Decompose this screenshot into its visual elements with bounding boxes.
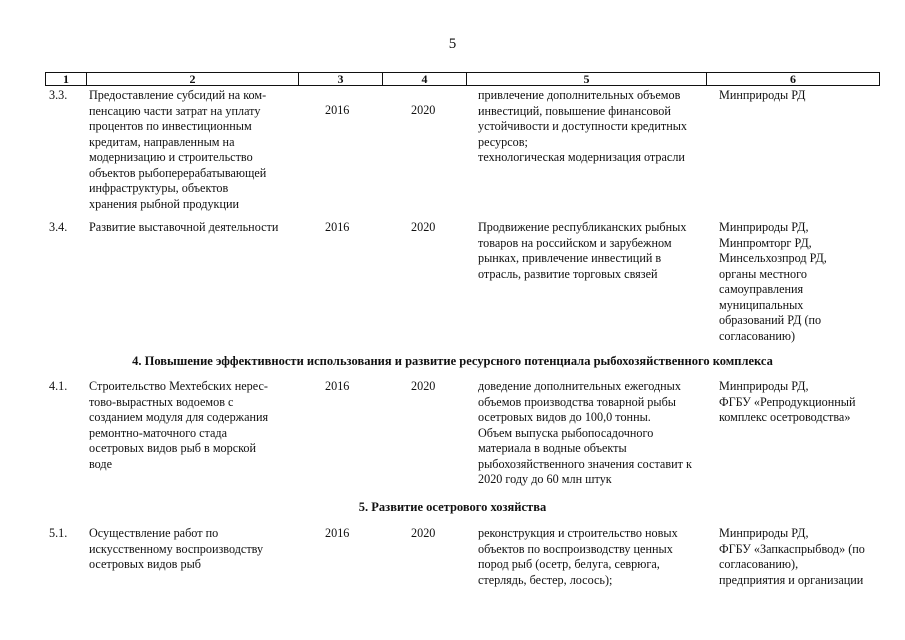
measure-description: Строительство Мехтебских нерес- тово-вырастных водоемов с созданием модуля для содержания ремонтно-маточного стада осетровых видов рыб в морской воде (89, 379, 269, 471)
end-year: 2020 (411, 379, 436, 393)
end-year: 2020 (411, 526, 436, 540)
page-number: 5 (448, 36, 457, 52)
start-year: 2016 (325, 379, 350, 393)
start-year: 2016 (325, 103, 350, 117)
measure-description: Развитие выставочной деятельности (89, 220, 279, 234)
col-header-2: 2 (86, 73, 298, 85)
row-number: 3.4. (49, 220, 68, 234)
row-number: 4.1. (49, 379, 68, 393)
col-header-3: 3 (298, 73, 382, 85)
measure-description: Предоставление субсидий на ком- пенсацию части затрат на уплату процентов по инвестиционным кредитам, направленным на модернизацию и строительство объектов рыбоперерабатывающей инфраструктуры, объектов хранения рыбной продукции (89, 88, 267, 211)
executors: Минприроды РД, Минпромторг РД, Минсельхозпрод РД, органы местного самоуправления муниципальных образований РД (по согласованию) (719, 220, 827, 343)
end-year: 2020 (411, 103, 436, 117)
col-header-6: 6 (706, 73, 879, 85)
executors: Минприроды РД, ФГБУ «Репродукционный комплекс осетроводства» (719, 379, 856, 424)
start-year: 2016 (325, 526, 350, 540)
expected-results: Продвижение республиканских рыбных товаров на российском и зарубежном рынках, привлечение инвестиций в отрасль, развитие торговых связей (478, 220, 687, 281)
section-heading: 5. Развитие осетрового хозяйства (358, 500, 547, 514)
table-header (45, 72, 880, 86)
expected-results: привлечение дополнительных объемов инвестиций, повышение финансовой устойчивости и доступности кредитных ресурсов; технологическая модернизация отрасли (478, 88, 688, 164)
executors: Минприроды РД (719, 88, 806, 102)
start-year: 2016 (325, 220, 350, 234)
expected-results: реконструкция и строительство новых объектов по воспроизводству ценных пород рыб (осетр, белуга, севрюга, стерлядь, бестер, лосось); (478, 526, 678, 587)
measure-description: Осуществление работ по искусственному воспроизводству осетровых видов рыб (89, 526, 264, 571)
section-heading: 4. Повышение эффективности использования и развитие ресурсного потенциала рыбохозяйственного комплекса (132, 354, 773, 368)
col-header-5: 5 (466, 73, 706, 85)
row-number: 3.3. (49, 88, 68, 102)
row-number: 5.1. (49, 526, 68, 540)
col-header-1: 1 (63, 72, 69, 86)
expected-results: доведение дополнительных ежегодных объемов производства товарной рыбы осетровых видов до 100,0 тонны. Объем выпуска рыбопосадочного материала в водные объекты рыбохозяйственного значения составит к 2020 году до 60 млн штук (478, 379, 692, 486)
col-header-4: 4 (382, 73, 466, 85)
executors: Минприроды РД, ФГБУ «Запкаспрыбвод» (по согласованию), предприятия и организации (719, 526, 865, 587)
end-year: 2020 (411, 220, 436, 234)
